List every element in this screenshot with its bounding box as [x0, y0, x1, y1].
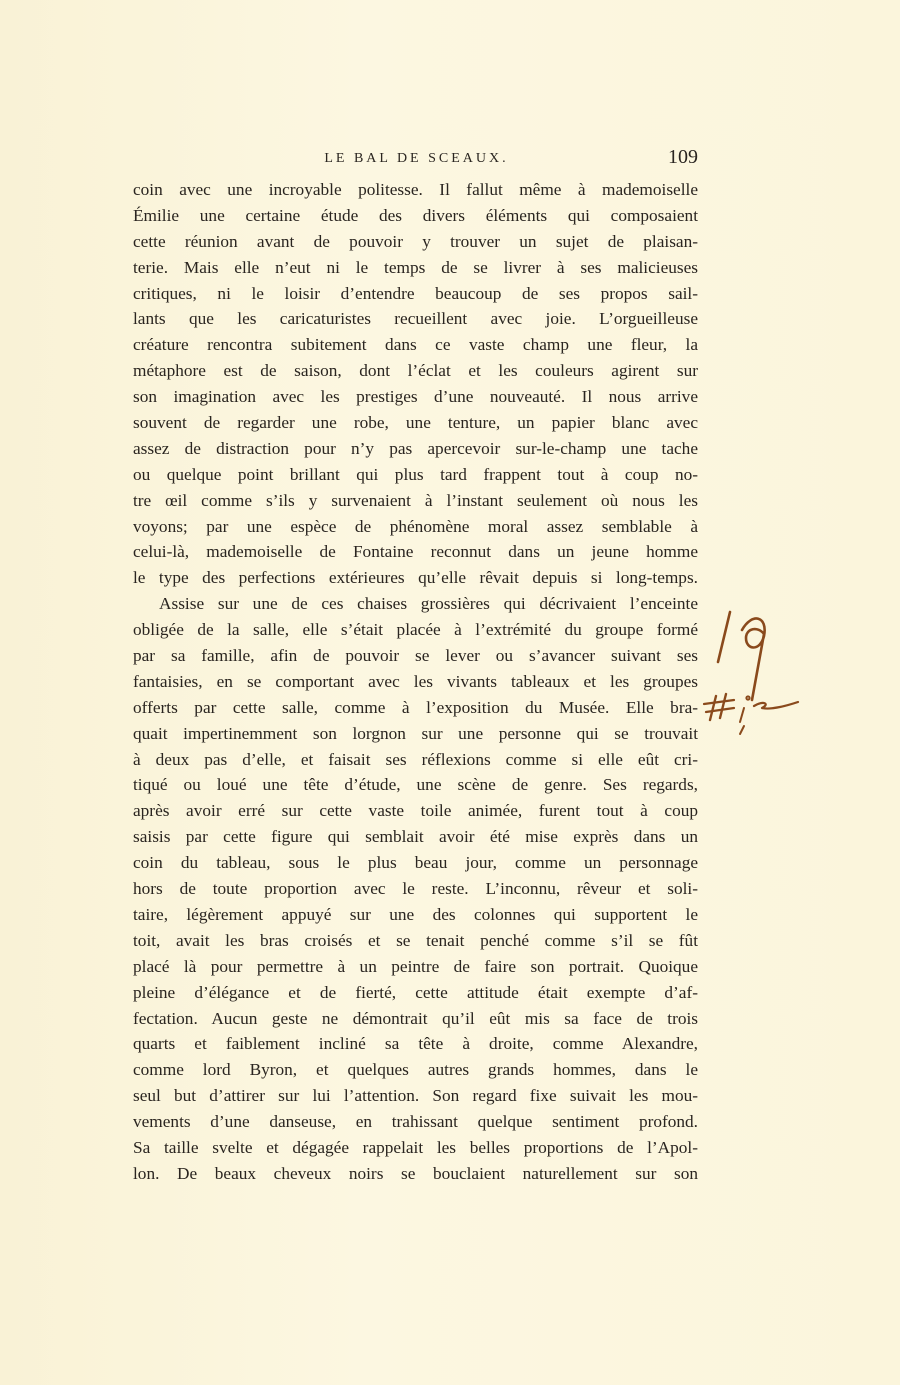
text-line: terie. Mais elle n’eut ni le temps de se livrer à ses malicieuses: [133, 257, 698, 277]
text-line: lants que les caricaturistes recueillent avec joie. L’orgueilleuse: [133, 309, 698, 329]
text-line: Sa taille svelte et dégagée rappelait les belles proportions de l’Apol-: [133, 1137, 698, 1157]
text-line: fectation. Aucun geste ne démontrait qu’il eût mis sa face de trois: [133, 1008, 698, 1028]
text-line: créature rencontra subitement dans ce vaste champ une fleur, la: [133, 335, 698, 355]
text-line: placé là pour permettre à un peintre de faire son portrait. Quoique: [133, 956, 698, 976]
text-line: le type des perfections extérieures qu’elle rêvait depuis si long-temps.: [133, 568, 698, 588]
text-line: cette réunion avant de pouvoir y trouver un sujet de plaisan-: [133, 231, 698, 251]
text-line: hors de toute proportion avec le reste. L’inconnu, rêveur et soli-: [133, 879, 698, 899]
running-title: LE BAL DE SCEAUX.: [324, 151, 509, 166]
paragraph-start-line: Assise sur une de ces chaises grossières qui décrivaient l’enceinte: [159, 594, 698, 614]
running-head: [133, 146, 700, 170]
text-line: toit, avait les bras croisés et se tenait penché comme s’il se fût: [133, 930, 698, 950]
text-line: taire, légèrement appuyé sur une des colonnes qui supportent le: [133, 904, 698, 924]
text-line: vements d’une danseuse, en trahissant quelque sentiment profond.: [133, 1112, 698, 1132]
text-line: tiqué ou loué une tête d’étude, une scène de genre. Ses regards,: [133, 775, 698, 795]
text-line: comme lord Byron, et quelques autres grands hommes, dans le: [133, 1060, 698, 1080]
text-line: critiques, ni le loisir d’entendre beaucoup de ses propos sail-: [133, 283, 698, 303]
text-line: obligée de la salle, elle s’était placée à l’extrémité du groupe formé: [133, 620, 698, 640]
text-line: saisis par cette figure qui semblait avoir été mise exprès dans un: [133, 827, 698, 847]
page-number: 109: [668, 146, 698, 168]
text-line: coin du tableau, sous le plus beau jour, comme un personnage: [133, 853, 698, 873]
text-line: après avoir erré sur cette vaste toile animée, furent tout à coup: [133, 801, 698, 821]
text-line: ou quelque point brillant qui plus tard frappent tout à coup no-: [133, 464, 698, 484]
text-line: assez de distraction pour n’y pas apercevoir sur-le-champ une tache: [133, 438, 698, 458]
text-line: quait impertinemment son lorgnon sur une personne qui se trouvait: [133, 723, 698, 743]
text-line: pleine d’élégance et de fierté, cette attitude était exempte d’af-: [133, 982, 698, 1002]
text-line: métaphore est de saison, dont l’éclat et les couleurs agirent sur: [133, 361, 698, 381]
text-line: celui-là, mademoiselle de Fontaine reconnut dans un jeune homme: [133, 542, 698, 562]
body-text: [133, 177, 698, 1187]
handwritten-annotation: [700, 592, 810, 742]
text-line: à deux pas d’elle, et faisait ses réflexions comme si elle eût cri-: [133, 749, 698, 769]
text-line: Émilie une certaine étude des divers éléments qui composaient: [133, 205, 698, 225]
text-line: souvent de regarder une robe, une tenture, un papier blanc avec: [133, 413, 698, 433]
text-line: seul but d’attirer sur lui l’attention. Son regard fixe suivait les mou-: [133, 1086, 698, 1106]
text-line: fantaisies, en se comportant avec les vivants tableaux et les groupes: [133, 671, 698, 691]
text-line: tre œil comme s’ils y survenaient à l’instant seulement où nous les: [133, 490, 698, 510]
text-line: voyons; par une espèce de phénomène moral assez semblable à: [133, 516, 698, 536]
text-line: quarts et faiblement incliné sa tête à droite, comme Alexandre,: [133, 1034, 698, 1054]
text-line: lon. De beaux cheveux noirs se bouclaient naturellement sur son: [133, 1163, 698, 1183]
text-line: son imagination avec les prestiges d’une nouveauté. Il nous arrive: [133, 387, 698, 407]
text-line: offerts par cette salle, comme à l’exposition du Musée. Elle bra-: [133, 697, 698, 717]
text-line: coin avec une incroyable politesse. Il fallut même à mademoiselle: [133, 180, 698, 199]
text-line: par sa famille, afin de pouvoir se lever ou s’avancer suivant ses: [133, 646, 698, 666]
